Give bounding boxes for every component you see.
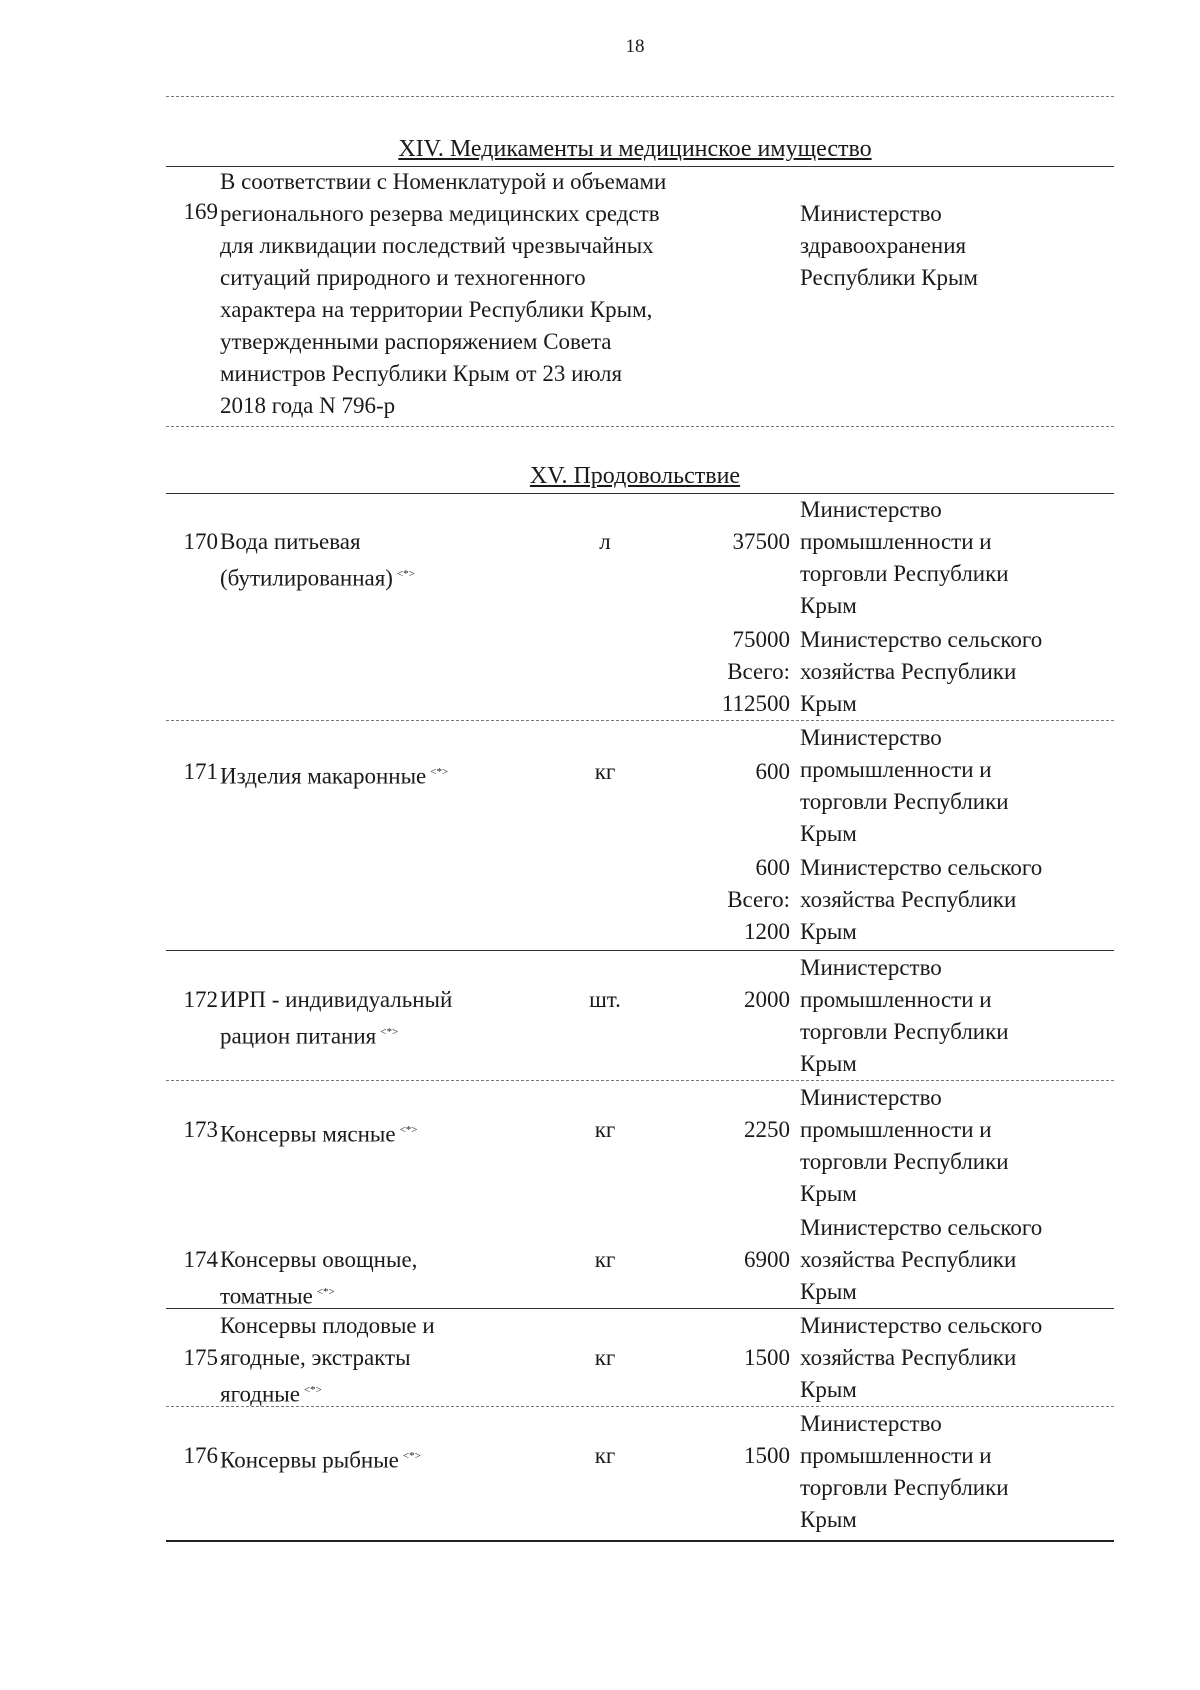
item-name-line: томатные [220, 1283, 313, 1309]
organization-line: Крым [800, 919, 857, 944]
row-divider [166, 950, 1114, 951]
item-name [220, 1244, 417, 1313]
item-name [220, 526, 415, 595]
quantity: 2000 [744, 987, 790, 1012]
item-name [220, 1114, 418, 1151]
organization-line: Министерство [800, 497, 942, 522]
row-number: 175 [183, 1345, 218, 1370]
item-name-line: Консервы рыбные [220, 1447, 399, 1473]
item-name-line: ИРП - индивидуальный [220, 987, 453, 1012]
item-name [220, 1440, 421, 1477]
row-number: 174 [183, 1247, 218, 1272]
total-label: Всего: [727, 887, 790, 912]
responsible-organization [800, 852, 1042, 948]
row-number: 172 [183, 987, 218, 1012]
row-divider [166, 1406, 1114, 1407]
row-number: 173 [183, 1117, 218, 1142]
quantity: 6900 [744, 1247, 790, 1272]
unit-of-measure: кг [594, 759, 616, 784]
quantity: 2250 [744, 1117, 790, 1142]
item-name-line: Изделия макаронные [220, 763, 427, 789]
quantity: 600 [755, 855, 790, 880]
row-divider [166, 1080, 1114, 1081]
footnote-mark: <*> [430, 766, 449, 778]
row-number: 169 [183, 199, 218, 224]
footnote-mark: <*> [380, 1026, 399, 1038]
organization-line: Крым [800, 1181, 857, 1206]
organization-line: Министерство [800, 1085, 942, 1110]
organization-line: Крым [800, 1051, 857, 1076]
item-name-line: ягодные [220, 1381, 300, 1407]
footnote-mark: <*> [316, 1286, 335, 1298]
organization-line: Министерство сельского [800, 627, 1043, 652]
item-name-line: Консервы овощные, [220, 1247, 418, 1272]
organization-line: хозяйства Республики [800, 659, 1017, 684]
organization-line: Министерство [800, 725, 942, 750]
item-name-line: Консервы мясные [220, 1121, 396, 1147]
unit-of-measure: кг [594, 1443, 616, 1468]
quantity-group [676, 624, 790, 720]
description-line: для ликвидации последствий чрезвычайных [220, 233, 654, 258]
unit-of-measure: кг [594, 1247, 616, 1272]
footnote-mark: <*> [303, 1384, 322, 1396]
responsible-organization [800, 1082, 1009, 1210]
unit-of-measure: кг [594, 1117, 616, 1142]
item-name-line: (бутилированная) [220, 565, 393, 591]
organization-line: Министерство сельского [800, 855, 1043, 880]
section-title-xv [0, 460, 1200, 492]
table-bottom-border [166, 1540, 1114, 1542]
item-name-line: Консервы плодовые и [220, 1313, 435, 1338]
organization-line: торговли Республики [800, 789, 1009, 814]
organization-line: Министерство сельского [800, 1313, 1043, 1338]
organization-line: Крым [800, 1507, 857, 1532]
unit-of-measure: шт. [589, 987, 621, 1012]
description-line: утвержденными распоряжением Совета [220, 329, 612, 354]
total-label: Всего: [727, 659, 790, 684]
row-description [220, 166, 666, 422]
row-number: 171 [183, 759, 218, 784]
organization-line: промышленности и [800, 1117, 992, 1142]
row-number: 176 [183, 1443, 218, 1468]
organization-line: Республики Крым [800, 265, 978, 290]
description-line: ситуаций природного и техногенного [220, 265, 586, 290]
description-line: министров Республики Крым от 23 июля [220, 361, 623, 386]
description-line: В соответствии с Номенклатурой и объемами [220, 169, 667, 194]
row-divider [166, 1308, 1114, 1309]
responsible-organization [800, 722, 1009, 850]
item-name-line: рацион питания [220, 1023, 377, 1049]
responsible-organization [800, 1408, 1009, 1536]
responsible-organization [800, 1212, 1042, 1308]
total-quantity: 1200 [744, 919, 790, 944]
organization-line: торговли Республики [800, 1475, 1009, 1500]
organization-line: Крым [800, 1377, 857, 1402]
organization-line: промышленности и [800, 529, 992, 554]
section-title-xv-text: XV. Продовольствие [529, 463, 741, 489]
organization-line: промышленности и [800, 757, 992, 782]
page-number: 18 [625, 36, 645, 57]
description-line: 2018 года N 796-р [220, 393, 396, 418]
organization-line: хозяйства Республики [800, 1247, 1017, 1272]
quantity: 75000 [732, 627, 790, 652]
section-title-xiv [0, 133, 1200, 165]
organization-line: торговли Республики [800, 1149, 1009, 1174]
description-line: характера на территории Республики Крым, [220, 297, 653, 322]
row-divider [166, 426, 1114, 427]
organization-line: Крым [800, 593, 857, 618]
organization-line: хозяйства Республики [800, 1345, 1017, 1370]
organization-line: Министерство [800, 201, 942, 226]
footnote-mark: <*> [396, 568, 415, 580]
organization-line: хозяйства Республики [800, 887, 1017, 912]
responsible-organization [800, 494, 1009, 622]
responsible-organization [800, 624, 1042, 720]
responsible-organization [800, 952, 1009, 1080]
unit-of-measure: л [599, 529, 611, 554]
organization-line: Министерство [800, 955, 942, 980]
unit-of-measure: кг [594, 1345, 616, 1370]
item-name [220, 1310, 435, 1411]
row-divider [166, 720, 1114, 721]
header-divider [166, 96, 1114, 97]
organization-line: Крым [800, 821, 857, 846]
organization-line: промышленности и [800, 987, 992, 1012]
organization-line: промышленности и [800, 1443, 992, 1468]
item-name-line: ягодные, экстракты [220, 1345, 411, 1370]
organization-line: Министерство [800, 1411, 942, 1436]
organization-line: Министерство сельского [800, 1215, 1043, 1240]
organization-line: торговли Республики [800, 561, 1009, 586]
quantity: 1500 [744, 1443, 790, 1468]
item-name-line: Вода питьевая [220, 529, 361, 554]
row-number: 170 [183, 529, 218, 554]
quantity: 600 [755, 759, 790, 784]
quantity: 1500 [744, 1345, 790, 1370]
organization-line: Крым [800, 691, 857, 716]
organization-line: здравоохранения [800, 233, 967, 258]
footnote-mark: <*> [402, 1450, 421, 1462]
item-name [220, 756, 448, 793]
description-line: регионального резерва медицинских средств [220, 201, 660, 226]
responsible-organization [800, 1310, 1042, 1406]
quantity: 37500 [732, 529, 790, 554]
footnote-mark: <*> [399, 1124, 418, 1136]
organization-line: Крым [800, 1279, 857, 1304]
item-name [220, 984, 452, 1053]
total-quantity: 112500 [721, 691, 790, 716]
section-title-xiv-text: XIV. Медикаменты и медицинское имущество [398, 136, 872, 162]
quantity-group [676, 852, 790, 948]
organization-line: торговли Республики [800, 1019, 1009, 1044]
responsible-organization [800, 198, 978, 294]
